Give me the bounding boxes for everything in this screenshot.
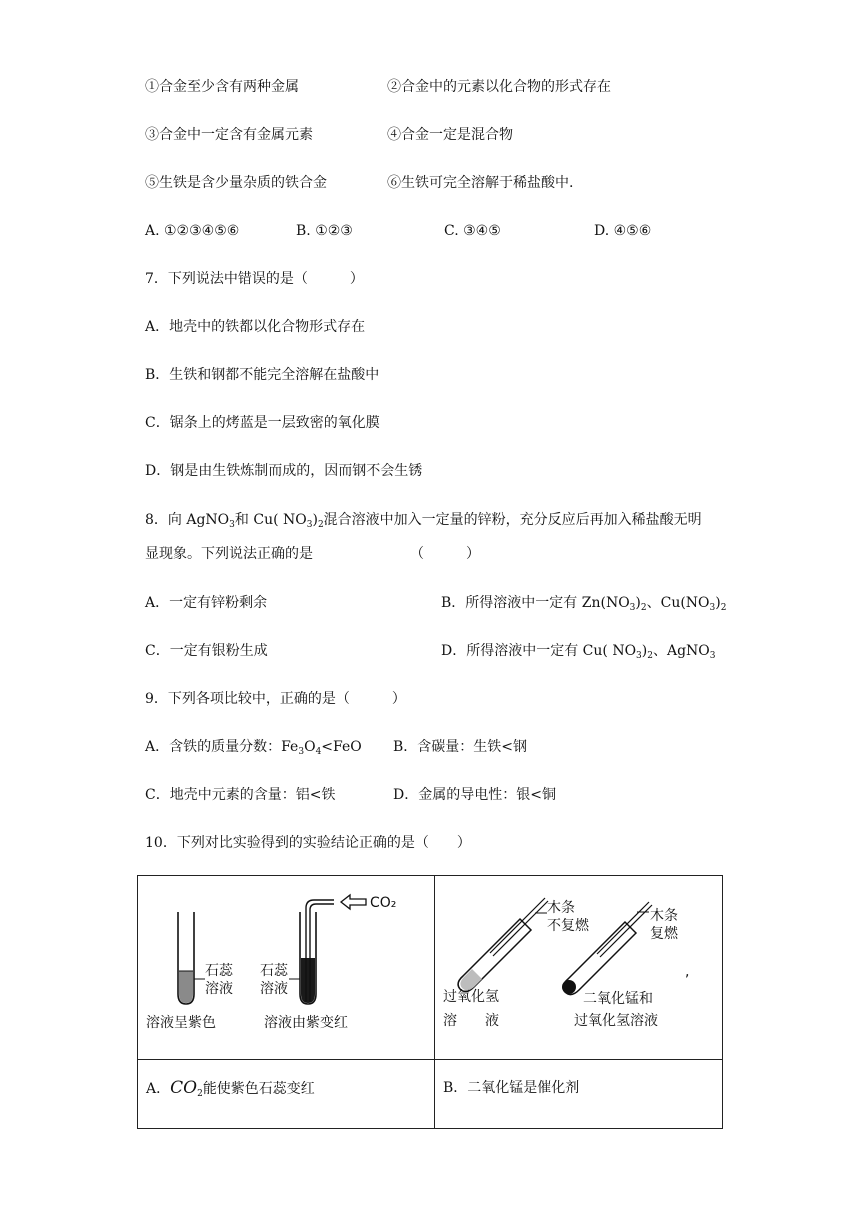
tube-label-1b: 溶 液 [443,1013,499,1029]
tube-label-2a: 二氧化锰和 [583,991,653,1007]
figure-co2-litmus [138,876,434,1059]
table-divider-horizontal [138,1059,722,1060]
q9-option-b: B．含碳量：生铁<钢 [393,739,528,755]
stick-label-2a: 木条 [650,908,678,924]
q7-option-d: D．钢是由生铁炼制而成的，因而钢不会生锈 [145,463,423,479]
q7-option-b: B．生铁和钢都不能完全溶解在盐酸中 [145,367,380,383]
stick-label-1a: 木条 [547,900,575,916]
q7-option-c: C．锯条上的烤蓝是一层致密的氧化膜 [145,415,380,431]
cell-a-conclusion: A．$CO_2$能使紫色石蕊变红 [146,1078,315,1099]
q6-option-a: A. ①②③④⑤⑥ [145,223,240,239]
caption-purple: 溶液呈紫色 [146,1015,216,1031]
slanted-tube-1 [458,898,548,992]
tube-label-1a: 过氧化氢 [443,989,499,1005]
tube-label-2b: 过氧化氢溶液 [574,1013,658,1029]
caption-red: 溶液由紫变红 [264,1015,348,1031]
litmus-label-1a: 石蕊 [205,963,233,979]
litmus-label-2b: 溶液 [260,981,288,997]
q7-option-a: A．地壳中的铁都以化合物形式存在 [145,319,366,335]
litmus-label-2a: 石蕊 [260,963,288,979]
q10-experiment-table [137,875,723,1129]
q6-option-d: D. ④⑤⑥ [594,223,652,239]
q9-option-d: D．金属的导电性：银<铜 [393,787,556,803]
q6-option-c: C. ③④⑤ [444,223,501,239]
q10-stem: 10．下列对比实验得到的实验结论正确的是（ ） [145,835,471,851]
q6-statement-5: ⑤生铁是含少量杂质的铁合金 [145,175,327,191]
q6-statement-6: ⑥生铁可完全溶解于稀盐酸中. [387,175,574,191]
q6-option-b: B. ①②③ [296,223,353,239]
test-tube-1 [178,912,194,1004]
q8-option-c: C．一定有银粉生成 [145,643,268,659]
litmus-label-1b: 溶液 [205,981,233,997]
q8-answer-paren: （ ） [410,546,480,562]
co2-arrow-icon [341,895,366,909]
slanted-tube-2 [562,902,652,995]
q6-statement-3: ③合金中一定含有金属元素 [145,127,313,143]
q8-stem-line2: 显现象。下列说法正确的是 [145,546,313,562]
figure-mno2-catalyst [435,876,723,1059]
stick-label-1b: 不复燃 [547,918,589,934]
co2-label: CO₂ [370,895,397,911]
q8-stem: 8．向 AgNO$_3$和 Cu( $NO_3)_2$混合溶液中加入一定量的锌粉，充分反应后再加入稀盐酸无明 [145,512,702,530]
q9-stem: 9．下列各项比较中，正确的是（ ） [145,691,406,707]
q9-option-c: C．地壳中元素的含量：铝<铁 [145,787,336,803]
stick-label-2b: 复燃 [650,926,678,942]
q8-option-a: A．一定有锌粉剩余 [145,595,268,611]
q8-option-b: B．所得溶液中一定有 $Zn(NO_3)_2$、$Cu(NO_3)_2$ [441,595,727,613]
q6-statement-2: ②合金中的元素以化合物的形式存在 [387,79,611,95]
cell-b-conclusion: B．二氧化锰是催化剂 [443,1080,580,1096]
q8-option-d: D．所得溶液中一定有 Cu( $NO_3)_2$、AgNO$_3$ [441,643,716,661]
q9-option-a: A．含铁的质量分数：$Fe_3O_4<FeO$ [145,739,362,757]
q6-statement-1: ①合金至少含有两种金属 [145,79,299,95]
stray-comma: , [685,964,690,980]
q7-stem: 7．下列说法中错误的是（ ） [145,271,364,287]
q6-statement-4: ④合金一定是混合物 [387,127,513,143]
test-tube-2 [300,900,334,1004]
